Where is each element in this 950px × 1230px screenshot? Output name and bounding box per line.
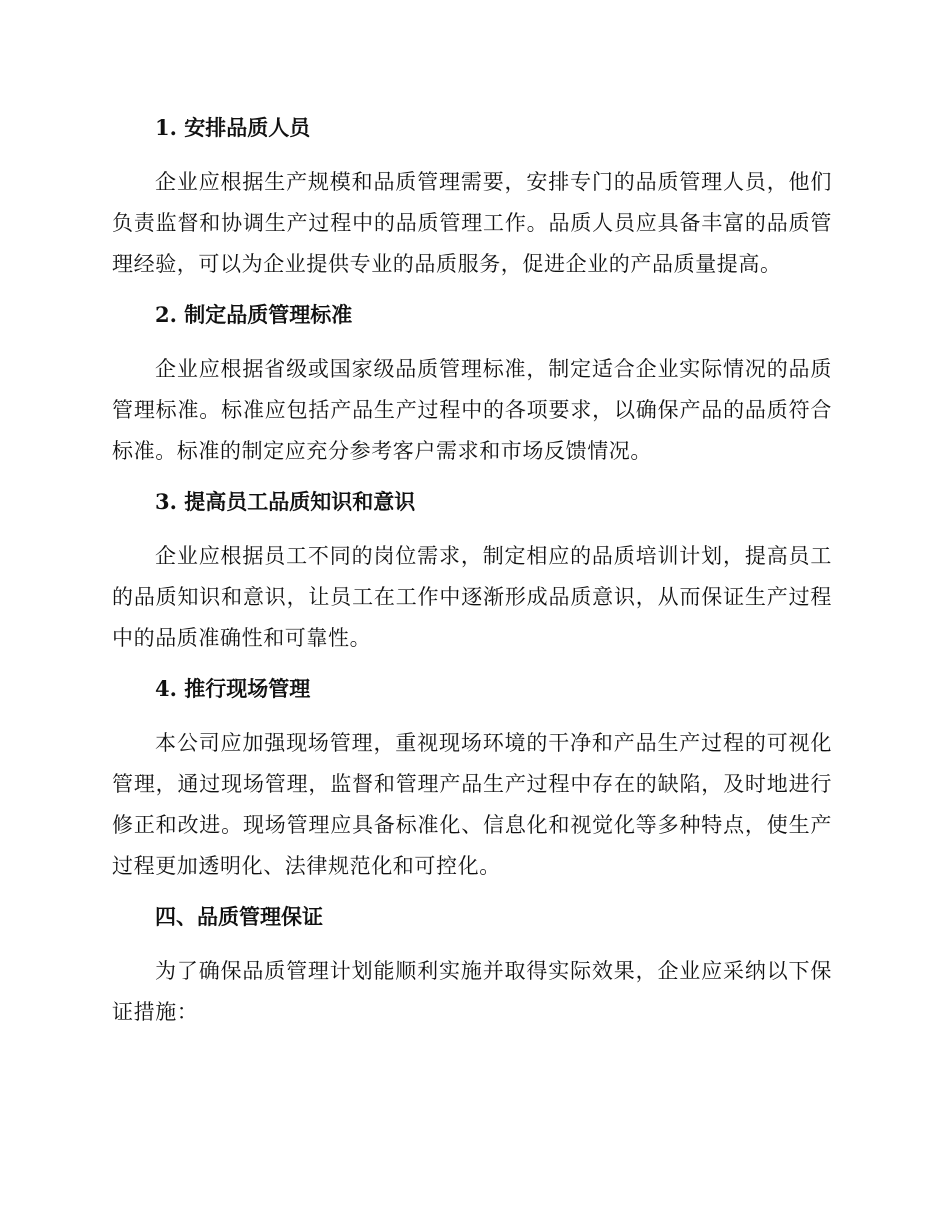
section-heading: 3. 提高员工品质知识和意识 xyxy=(155,489,416,514)
section-heading: 2. 制定品质管理标准 xyxy=(155,302,353,327)
section-1 xyxy=(112,108,832,285)
section-paragraph: 企业应根据员工不同的岗位需求，制定相应的品质培训计划，提高员工的品质知识和意识，让员工在工作中逐渐形成品质意识，从而保证生产过程中的品质准确性和可靠性。 xyxy=(112,544,832,650)
document-page xyxy=(112,108,832,1033)
section-2 xyxy=(112,295,832,472)
section-heading: 1. 安排品质人员 xyxy=(155,115,311,140)
section-3 xyxy=(112,482,832,659)
section-paragraph: 企业应根据生产规模和品质管理需要，安排专门的品质管理人员，他们负责监督和协调生产过程中的品质管理工作。品质人员应具备丰富的品质管理经验，可以为企业提供专业的品质服务，促进企业的产品质量提高。 xyxy=(112,170,832,276)
section-paragraph: 企业应根据省级或国家级品质管理标准，制定适合企业实际情况的品质管理标准。标准应包括产品生产过程中的各项要求，以确保产品的品质符合标准。标准的制定应充分参考客户需求和市场反馈情况。 xyxy=(112,357,832,463)
section-heading: 4. 推行现场管理 xyxy=(155,676,311,701)
section-heading: 四、品质管理保证 xyxy=(155,904,323,929)
section-4 xyxy=(112,669,832,887)
section-guarantee xyxy=(112,897,832,1033)
section-paragraph: 本公司应加强现场管理，重视现场环境的干净和产品生产过程的可视化管理，通过现场管理，监督和管理产品生产过程中存在的缺陷，及时地进行修正和改进。现场管理应具备标准化、信息化和视觉化等多种特点，使生产过程更加透明化、法律规范化和可控化。 xyxy=(112,731,832,878)
section-paragraph: 为了确保品质管理计划能顺利实施并取得实际效果，企业应采纳以下保证措施： xyxy=(112,959,832,1024)
